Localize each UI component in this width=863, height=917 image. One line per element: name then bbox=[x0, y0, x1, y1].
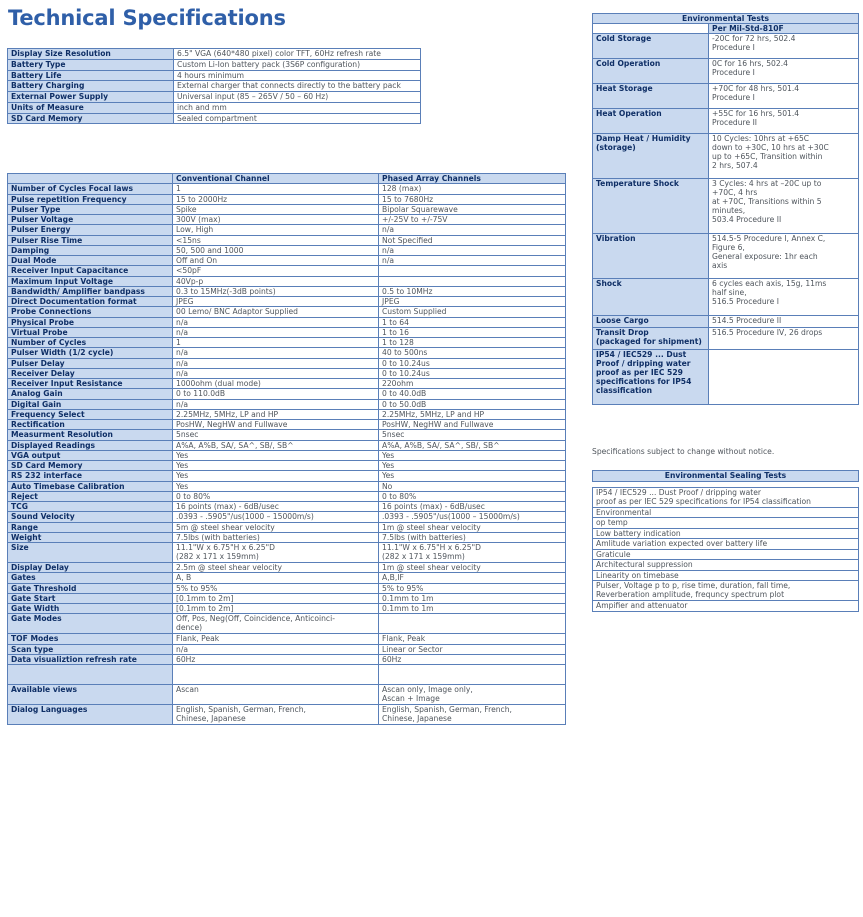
env-test-name: Vibration bbox=[593, 234, 709, 279]
env-test-name: Heat Operation bbox=[593, 109, 709, 134]
env-title-row bbox=[593, 14, 859, 24]
display-spec-row bbox=[8, 102, 421, 113]
channel-spec-row bbox=[8, 368, 566, 378]
spec-label: Battery Life bbox=[8, 70, 174, 81]
spec-label bbox=[8, 665, 173, 685]
phased-array-value: 1 to 16 bbox=[379, 327, 566, 337]
conventional-value: .0393 - .5905"/us(1000 – 15000m/s) bbox=[173, 512, 379, 522]
phased-array-value: A%A, A%B, SA/, SA^, SB/, SB^ bbox=[379, 440, 566, 450]
spec-value: External charger that connects directly to the battery pack bbox=[174, 81, 421, 92]
phased-array-value: 0.5 to 10MHz bbox=[379, 286, 566, 296]
display-specs-table bbox=[7, 48, 421, 124]
phased-array-value: 0 to 80% bbox=[379, 491, 566, 501]
spec-label: Battery Type bbox=[8, 59, 174, 70]
conventional-value: Off and On bbox=[173, 256, 379, 266]
spec-value: Custom Li-Ion battery pack (3S6P configuration) bbox=[174, 59, 421, 70]
environmental-sealing-tests-table bbox=[592, 470, 859, 612]
seal-test-item: Environmental bbox=[593, 507, 859, 518]
spec-label: Displayed Readings bbox=[8, 440, 173, 450]
phased-array-value bbox=[379, 266, 566, 276]
conventional-value: 1000ohm (dual mode) bbox=[173, 379, 379, 389]
phased-array-value: 0 to 50.0dB bbox=[379, 399, 566, 409]
channel-spec-row bbox=[8, 481, 566, 491]
env-test-row bbox=[593, 134, 859, 179]
channel-spec-row bbox=[8, 184, 566, 194]
conventional-value: PosHW, NegHW and Fullwave bbox=[173, 420, 379, 430]
channel-spec-row bbox=[8, 256, 566, 266]
env-test-row bbox=[593, 84, 859, 109]
channel-spec-row bbox=[8, 471, 566, 481]
seal-test-item: Low battery indication bbox=[593, 528, 859, 539]
conventional-value: 5nsec bbox=[173, 430, 379, 440]
phased-array-value: 1m @ steel shear velocity bbox=[379, 522, 566, 532]
phased-array-value: Yes bbox=[379, 461, 566, 471]
env-test-value bbox=[709, 350, 859, 405]
spec-label: Gate Modes bbox=[8, 614, 173, 634]
phased-array-value: 40 to 500ns bbox=[379, 348, 566, 358]
phased-array-value: Linear or Sector bbox=[379, 644, 566, 654]
page-title: Technical Specifications bbox=[8, 6, 286, 30]
spec-label: External Power Supply bbox=[8, 92, 174, 103]
channel-spec-row bbox=[8, 440, 566, 450]
spec-label: Data visualiztion refresh rate bbox=[8, 654, 173, 664]
seal-test-row bbox=[593, 549, 859, 560]
conventional-value: n/a bbox=[173, 644, 379, 654]
spec-label: Display Size Resolution bbox=[8, 49, 174, 60]
channel-spec-row bbox=[8, 583, 566, 593]
seal-test-item: Ampifier and attenuator bbox=[593, 601, 859, 612]
env-table-title: Environmental Tests bbox=[593, 14, 859, 24]
spec-label: TOF Modes bbox=[8, 634, 173, 644]
phased-array-value: 220ohm bbox=[379, 379, 566, 389]
phased-array-value: No bbox=[379, 481, 566, 491]
channel-spec-row bbox=[8, 297, 566, 307]
seal-title-row bbox=[593, 471, 859, 482]
seal-test-row bbox=[593, 560, 859, 571]
column-header: Phased Array Channels bbox=[379, 174, 566, 184]
spec-value: 6.5" VGA (640*480 pixel) color TFT, 60Hz refresh rate bbox=[174, 49, 421, 60]
conventional-value: 15 to 2000Hz bbox=[173, 194, 379, 204]
conventional-value: 00 Lemo/ BNC Adaptor Supplied bbox=[173, 307, 379, 317]
seal-test-row bbox=[593, 539, 859, 550]
phased-array-value: Not Specified bbox=[379, 235, 566, 245]
conventional-value: English, Spanish, German, French, Chinese, Japanese bbox=[173, 705, 379, 725]
spec-label: Physical Probe bbox=[8, 317, 173, 327]
conventional-value bbox=[173, 665, 379, 685]
spec-label: Dialog Languages bbox=[8, 705, 173, 725]
spec-label: Rectification bbox=[8, 420, 173, 430]
conventional-value: n/a bbox=[173, 317, 379, 327]
phased-array-value: 60Hz bbox=[379, 654, 566, 664]
env-test-row bbox=[593, 109, 859, 134]
channel-spec-row bbox=[8, 593, 566, 603]
spec-label: Direct Documentation format bbox=[8, 297, 173, 307]
channel-spec-row bbox=[8, 502, 566, 512]
spec-label: Display Delay bbox=[8, 563, 173, 573]
channel-spec-row bbox=[8, 532, 566, 542]
spec-label: Pulser Energy bbox=[8, 225, 173, 235]
channel-header-row bbox=[8, 174, 566, 184]
channel-spec-row bbox=[8, 286, 566, 296]
seal-test-row bbox=[593, 518, 859, 529]
env-test-value: 6 cycles each axis, 15g, 11ms half sine, 516.5 Procedure I bbox=[709, 279, 859, 316]
phased-array-value bbox=[379, 614, 566, 634]
spec-label: Receiver Input Capacitance bbox=[8, 266, 173, 276]
phased-array-value: Yes bbox=[379, 471, 566, 481]
channel-spec-row bbox=[8, 348, 566, 358]
spec-label: RS 232 interface bbox=[8, 471, 173, 481]
conventional-value: n/a bbox=[173, 399, 379, 409]
phased-array-value: 1m @ steel shear velocity bbox=[379, 563, 566, 573]
conventional-value: Low, High bbox=[173, 225, 379, 235]
phased-array-value: 2.25MHz, 5MHz, LP and HP bbox=[379, 409, 566, 419]
conventional-value: 300V (max) bbox=[173, 215, 379, 225]
conventional-value: Off, Pos, Neg(Off, Coincidence, Anticoinci- dence) bbox=[173, 614, 379, 634]
spec-label: Auto Timebase Calibration bbox=[8, 481, 173, 491]
phased-array-value: JPEG bbox=[379, 297, 566, 307]
env-test-row bbox=[593, 234, 859, 279]
conventional-value: 0.3 to 15MHz(-3dB points) bbox=[173, 286, 379, 296]
phased-array-value: 1 to 128 bbox=[379, 338, 566, 348]
spec-label: Dual Mode bbox=[8, 256, 173, 266]
channel-spec-row bbox=[8, 409, 566, 419]
spec-label: Number of Cycles Focal laws bbox=[8, 184, 173, 194]
phased-array-value: .0393 - .5905"/us(1000 – 15000m/s) bbox=[379, 512, 566, 522]
channel-spec-row bbox=[8, 634, 566, 644]
env-test-row bbox=[593, 179, 859, 234]
channel-spec-row bbox=[8, 573, 566, 583]
env-test-value: 514.5 Procedure II bbox=[709, 316, 859, 328]
seal-test-item: Amlitude variation expected over battery life bbox=[593, 539, 859, 550]
phased-array-value: Custom Supplied bbox=[379, 307, 566, 317]
channel-spec-row bbox=[8, 276, 566, 286]
channel-spec-row bbox=[8, 491, 566, 501]
env-test-value: +55C for 16 hrs, 501.4 Procedure II bbox=[709, 109, 859, 134]
conventional-value: [0.1mm to 2m] bbox=[173, 593, 379, 603]
channel-spec-row bbox=[8, 379, 566, 389]
env-test-name: Cold Storage bbox=[593, 34, 709, 59]
channel-specs-table bbox=[7, 173, 566, 725]
channel-spec-row bbox=[8, 563, 566, 573]
channel-spec-row bbox=[8, 204, 566, 214]
seal-test-row bbox=[593, 570, 859, 581]
conventional-value: Yes bbox=[173, 450, 379, 460]
env-test-value: 0C for 16 hrs, 502.4 Procedure I bbox=[709, 59, 859, 84]
seal-test-row bbox=[593, 528, 859, 539]
seal-test-item: Architectural suppression bbox=[593, 560, 859, 571]
spec-change-note: Specifications subject to change without notice. bbox=[592, 447, 775, 456]
conventional-value: 50, 500 and 1000 bbox=[173, 245, 379, 255]
env-test-name: Transit Drop (packaged for shipment) bbox=[593, 328, 709, 350]
phased-array-value: 11.1"W x 6.75"H x 6.25"D (282 x 171 x 159mm) bbox=[379, 543, 566, 563]
channel-spec-row bbox=[8, 225, 566, 235]
spec-label: Gate Threshold bbox=[8, 583, 173, 593]
conventional-value: Yes bbox=[173, 481, 379, 491]
spec-label: Pulser Width (1/2 cycle) bbox=[8, 348, 173, 358]
spec-label: Reject bbox=[8, 491, 173, 501]
env-test-row bbox=[593, 316, 859, 328]
channel-spec-row bbox=[8, 705, 566, 725]
phased-array-value: Flank, Peak bbox=[379, 634, 566, 644]
spec-label: Maximum Input Voltage bbox=[8, 276, 173, 286]
env-test-value: 514.5-5 Procedure I, Annex C, Figure 6, General exposure: 1hr each axis bbox=[709, 234, 859, 279]
display-spec-row bbox=[8, 81, 421, 92]
phased-array-value: A,B,IF bbox=[379, 573, 566, 583]
phased-array-value: 128 (max) bbox=[379, 184, 566, 194]
spec-label: Sound Velocity bbox=[8, 512, 173, 522]
seal-table-title: Environmental Sealing Tests bbox=[593, 471, 859, 482]
channel-spec-row bbox=[8, 430, 566, 440]
env-blank-cell bbox=[593, 24, 709, 34]
phased-array-value: 0 to 10.24us bbox=[379, 358, 566, 368]
channel-spec-row bbox=[8, 338, 566, 348]
spec-label: Frequency Select bbox=[8, 409, 173, 419]
phased-array-value: 15 to 7680Hz bbox=[379, 194, 566, 204]
phased-array-value: PosHW, NegHW and Fullwave bbox=[379, 420, 566, 430]
env-test-value: +70C for 48 hrs, 501.4 Procedure I bbox=[709, 84, 859, 109]
conventional-value: n/a bbox=[173, 358, 379, 368]
env-test-value: 3 Cycles: 4 hrs at –20C up to +70C, 4 hrs at +70C, Transitions within 5 minutes, 503.4 Procedure II bbox=[709, 179, 859, 234]
conventional-value: <15ns bbox=[173, 235, 379, 245]
env-test-value: -20C for 72 hrs, 502.4 Procedure I bbox=[709, 34, 859, 59]
phased-array-value: 16 points (max) - 6dB/usec bbox=[379, 502, 566, 512]
environmental-tests-table bbox=[592, 13, 859, 405]
env-test-name: Shock bbox=[593, 279, 709, 316]
display-spec-row bbox=[8, 70, 421, 81]
spec-label: Number of Cycles bbox=[8, 338, 173, 348]
env-test-row bbox=[593, 328, 859, 350]
conventional-value: Yes bbox=[173, 471, 379, 481]
conventional-value: A, B bbox=[173, 573, 379, 583]
seal-test-row bbox=[593, 507, 859, 518]
phased-array-value: n/a bbox=[379, 256, 566, 266]
env-test-value: 10 Cycles: 10hrs at +65C down to +30C, 10 hrs at +30C up to +65C, Transition within 2 hrs, 507.4 bbox=[709, 134, 859, 179]
env-test-name: Loose Cargo bbox=[593, 316, 709, 328]
env-test-name: IP54 / IEC529 ... Dust Proof / dripping water proof as per IEC 529 specifications for IP54 classification bbox=[593, 350, 709, 405]
spec-label: Gates bbox=[8, 573, 173, 583]
channel-spec-row bbox=[8, 194, 566, 204]
env-test-row bbox=[593, 59, 859, 84]
conventional-value: Spike bbox=[173, 204, 379, 214]
channel-spec-row bbox=[8, 604, 566, 614]
phased-array-value: 7.5lbs (with batteries) bbox=[379, 532, 566, 542]
channel-spec-row bbox=[8, 327, 566, 337]
channel-spec-row bbox=[8, 389, 566, 399]
spec-label: Available views bbox=[8, 685, 173, 705]
channel-spec-row bbox=[8, 399, 566, 409]
spec-label: Units of Measure bbox=[8, 102, 174, 113]
phased-array-value: n/a bbox=[379, 225, 566, 235]
spec-label: Pulser Type bbox=[8, 204, 173, 214]
env-test-name: Cold Operation bbox=[593, 59, 709, 84]
conventional-value: JPEG bbox=[173, 297, 379, 307]
conventional-value: 60Hz bbox=[173, 654, 379, 664]
display-spec-row bbox=[8, 59, 421, 70]
phased-array-value: n/a bbox=[379, 245, 566, 255]
spec-label: Pulser Delay bbox=[8, 358, 173, 368]
phased-array-value: Yes bbox=[379, 450, 566, 460]
channel-spec-row bbox=[8, 317, 566, 327]
spec-label: SD Card Memory bbox=[8, 113, 174, 124]
conventional-value: [0.1mm to 2m] bbox=[173, 604, 379, 614]
conventional-value: 2.25MHz, 5MHz, LP and HP bbox=[173, 409, 379, 419]
conventional-value: n/a bbox=[173, 348, 379, 358]
conventional-value: <50pF bbox=[173, 266, 379, 276]
conventional-value: Flank, Peak bbox=[173, 634, 379, 644]
channel-spec-row bbox=[8, 420, 566, 430]
channel-spec-row bbox=[8, 245, 566, 255]
spec-label: Analog Gain bbox=[8, 389, 173, 399]
spec-value: 4 hours minimum bbox=[174, 70, 421, 81]
phased-array-value bbox=[379, 276, 566, 286]
spec-label: VGA output bbox=[8, 450, 173, 460]
phased-array-value: +/-25V to +/-75V bbox=[379, 215, 566, 225]
display-spec-row bbox=[8, 92, 421, 103]
env-test-name: Heat Storage bbox=[593, 84, 709, 109]
spec-label: Gate Start bbox=[8, 593, 173, 603]
display-spec-row bbox=[8, 113, 421, 124]
conventional-value: 2.5m @ steel shear velocity bbox=[173, 563, 379, 573]
seal-test-item: Graticule bbox=[593, 549, 859, 560]
env-test-name: Damp Heat / Humidity (storage) bbox=[593, 134, 709, 179]
conventional-value: A%A, A%B, SA/, SA^, SB/, SB^ bbox=[173, 440, 379, 450]
conventional-value: 0 to 80% bbox=[173, 491, 379, 501]
seal-test-item: Pulser, Voltage p to p, rise time, duration, fall time, Reverberation amplitude, frequncy spectrum plot bbox=[593, 581, 859, 601]
spec-label: Scan type bbox=[8, 644, 173, 654]
spec-label: Damping bbox=[8, 245, 173, 255]
channel-spec-row bbox=[8, 654, 566, 664]
conventional-value: 16 points (max) - 6dB/usec bbox=[173, 502, 379, 512]
display-spec-row bbox=[8, 49, 421, 60]
channel-spec-row bbox=[8, 644, 566, 654]
channel-spec-row bbox=[8, 522, 566, 532]
seal-test-item: Linearity on timebase bbox=[593, 570, 859, 581]
conventional-value: 1 bbox=[173, 338, 379, 348]
seal-test-row bbox=[593, 601, 859, 612]
phased-array-value: 0 to 40.0dB bbox=[379, 389, 566, 399]
spec-label: Pulser Rise Time bbox=[8, 235, 173, 245]
spec-label: Virtual Probe bbox=[8, 327, 173, 337]
conventional-value: 5m @ steel shear velocity bbox=[173, 522, 379, 532]
spec-label: Probe Connections bbox=[8, 307, 173, 317]
spec-label: Battery Charging bbox=[8, 81, 174, 92]
seal-test-item: op temp bbox=[593, 518, 859, 529]
spec-label: Measurment Resolution bbox=[8, 430, 173, 440]
spec-label: Receiver Delay bbox=[8, 368, 173, 378]
channel-spec-row bbox=[8, 358, 566, 368]
phased-array-value: 0.1mm to 1m bbox=[379, 604, 566, 614]
spec-value: inch and mm bbox=[174, 102, 421, 113]
channel-spec-row bbox=[8, 450, 566, 460]
seal-test-item: IP54 / IEC529 ... Dust Proof / dripping water proof as per IEC 529 specifications for IP54 classification bbox=[593, 487, 859, 507]
phased-array-value: 5nsec bbox=[379, 430, 566, 440]
env-test-row bbox=[593, 34, 859, 59]
phased-array-value: English, Spanish, German, French, Chinese, Japanese bbox=[379, 705, 566, 725]
env-test-name: Temperature Shock bbox=[593, 179, 709, 234]
env-subheader-row bbox=[593, 24, 859, 34]
seal-test-row bbox=[593, 487, 859, 507]
channel-spec-row bbox=[8, 685, 566, 705]
channel-spec-row bbox=[8, 614, 566, 634]
env-test-row bbox=[593, 350, 859, 405]
channel-spec-row bbox=[8, 215, 566, 225]
phased-array-value: 5% to 95% bbox=[379, 583, 566, 593]
channel-spec-row bbox=[8, 235, 566, 245]
phased-array-value: Bipolar Squarewave bbox=[379, 204, 566, 214]
spec-label: Size bbox=[8, 543, 173, 563]
phased-array-value: 0.1mm to 1m bbox=[379, 593, 566, 603]
spec-label: SD Card Memory bbox=[8, 461, 173, 471]
channel-spec-row bbox=[8, 307, 566, 317]
spec-value: Sealed compartment bbox=[174, 113, 421, 124]
phased-array-value: 1 to 64 bbox=[379, 317, 566, 327]
spec-label: Weight bbox=[8, 532, 173, 542]
env-test-value: 516.5 Procedure IV, 26 drops bbox=[709, 328, 859, 350]
channel-spec-row bbox=[8, 512, 566, 522]
spec-label: TCG bbox=[8, 502, 173, 512]
conventional-value: 7.5lbs (with batteries) bbox=[173, 532, 379, 542]
spec-label: Bandwidth/ Amplifier bandpass bbox=[8, 286, 173, 296]
channel-spec-row bbox=[8, 266, 566, 276]
conventional-value: 5% to 95% bbox=[173, 583, 379, 593]
phased-array-value: 0 to 10.24us bbox=[379, 368, 566, 378]
spec-label: Pulse repetition Frequency bbox=[8, 194, 173, 204]
conventional-value: 1 bbox=[173, 184, 379, 194]
seal-test-row bbox=[593, 581, 859, 601]
column-header bbox=[8, 174, 173, 184]
phased-array-value: Ascan only, Image only, Ascan + Image bbox=[379, 685, 566, 705]
spec-label: Receiver Input Resistance bbox=[8, 379, 173, 389]
spec-value: Universal input (85 – 265V / 50 – 60 Hz) bbox=[174, 92, 421, 103]
channel-spec-row bbox=[8, 543, 566, 563]
conventional-value: n/a bbox=[173, 327, 379, 337]
conventional-value: n/a bbox=[173, 368, 379, 378]
conventional-value: 0 to 110.0dB bbox=[173, 389, 379, 399]
env-test-row bbox=[593, 279, 859, 316]
channel-spec-row bbox=[8, 665, 566, 685]
conventional-value: 40Vp-p bbox=[173, 276, 379, 286]
column-header: Conventional Channel bbox=[173, 174, 379, 184]
spec-label: Pulser Voltage bbox=[8, 215, 173, 225]
channel-spec-row bbox=[8, 461, 566, 471]
conventional-value: Ascan bbox=[173, 685, 379, 705]
spec-label: Gate Width bbox=[8, 604, 173, 614]
phased-array-value bbox=[379, 665, 566, 685]
spec-label: Range bbox=[8, 522, 173, 532]
env-standard-header: Per Mil-Std-810F bbox=[709, 24, 859, 34]
spec-label: Digital Gain bbox=[8, 399, 173, 409]
conventional-value: 11.1"W x 6.75"H x 6.25"D (282 x 171 x 159mm) bbox=[173, 543, 379, 563]
conventional-value: Yes bbox=[173, 461, 379, 471]
